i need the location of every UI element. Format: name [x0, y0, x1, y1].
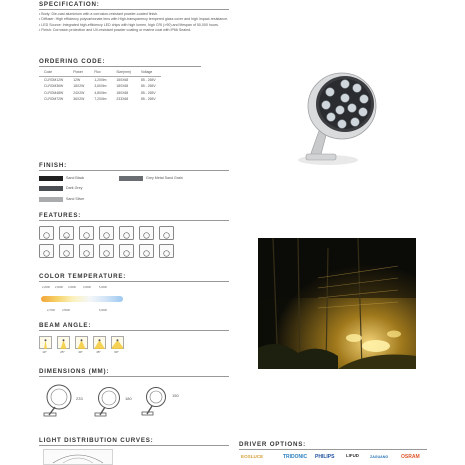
- column-header: Power: [68, 69, 89, 76]
- color-temperature-bar: [41, 296, 123, 302]
- table-cell: 24X2W: [73, 90, 85, 95]
- installation-photo: [258, 238, 416, 369]
- table-cell: 7,200lm: [94, 97, 107, 102]
- led-icon: [99, 226, 114, 240]
- color-temperature-heading: COLOR TEMPERATURE:: [39, 273, 229, 280]
- table-cell: 18X2W: [73, 84, 85, 89]
- driver-brand-eosluce: EOSLUCE: [241, 454, 264, 459]
- light-distribution-curve: [43, 449, 113, 465]
- table-cell: CLROM12W: [44, 78, 64, 83]
- spec-line: • LED Source: Integrated high-efficiency LED chips with high lumen, high CRI (>90) and lifespan of 50,000 hours.: [39, 22, 219, 27]
- cct-tick: 4,000K: [83, 286, 92, 289]
- table-cell: 85 - 265V: [140, 97, 156, 102]
- temperature-icon: [99, 244, 114, 258]
- beam-angle-icon: [39, 336, 52, 349]
- finish-swatch-grey-metal: [119, 176, 143, 181]
- spec-line: • Finish: Corrosion protection and UV-resistant powder coating or marine coat with IP66 Sealed.: [39, 28, 192, 33]
- table-cell: 12W: [73, 78, 81, 83]
- beam-angle-icon: [75, 336, 88, 349]
- finish-swatch-sand-black: [39, 176, 63, 181]
- column-header: Flux: [89, 69, 111, 76]
- feature-icon-grid: [39, 226, 189, 266]
- table-cell: 3,600lm: [94, 84, 107, 89]
- table-cell: 85 - 265V: [140, 78, 156, 83]
- beam-angle-label: 30°: [78, 350, 83, 354]
- finish-swatch-sand-silver: [39, 197, 63, 202]
- table-cell: CLROM72W: [44, 97, 64, 102]
- driver-brand-osram: OSRAM: [401, 454, 420, 460]
- table-header-row: [39, 69, 161, 76]
- cct-tick: 6,000K: [99, 309, 108, 312]
- driver-brand-lifud: LIFUD: [346, 453, 359, 458]
- finish-swatch-dark-grey: [39, 186, 63, 191]
- protection-icon: [159, 244, 174, 258]
- table-cell: CLROM36W: [44, 84, 64, 89]
- cct-tick: 2,600K: [55, 286, 64, 289]
- dimension-label: 180: [125, 396, 132, 401]
- dimension-label: 150: [172, 393, 179, 398]
- finish-label: Sand Black: [66, 176, 85, 180]
- column-header: Size(mm): [111, 69, 136, 76]
- driver-brand-zaguang: ZAGUANG: [370, 455, 389, 459]
- finish-heading: FINISH:: [39, 162, 229, 169]
- spec-line: • Diffuser: High efficiency polycarbonate lens with High-transparency tempered glass cover and high impact-resistance.: [39, 17, 229, 22]
- table-cell: 180X68: [116, 84, 129, 89]
- table-cell: CLROM48W: [44, 90, 64, 95]
- dimension-drawing-medium: [93, 385, 123, 418]
- table-cell: 4,800lm: [94, 90, 107, 95]
- cct-tick: 3,000K: [68, 286, 77, 289]
- column-header: Code: [39, 69, 68, 76]
- cct-tick: 3,500K: [62, 309, 71, 312]
- finish-label: Sand Silver: [66, 197, 85, 201]
- ordering-heading: ORDERING CODE:: [39, 58, 201, 65]
- table-cell: 233X68: [116, 97, 129, 102]
- table-row: [39, 89, 161, 95]
- table-row: [39, 83, 161, 89]
- beam-angle-label: 25°: [60, 350, 65, 354]
- beam-angle-label: 10°: [42, 350, 47, 354]
- dimension-label: 233: [76, 396, 83, 401]
- light-distribution-heading: LIGHT DISTRIBUTION CURVES:: [39, 437, 229, 444]
- beam-angle-icon: [93, 336, 106, 349]
- finish-label: Dark Grey: [66, 186, 83, 190]
- table-cell: 180X68: [116, 90, 129, 95]
- beam-angle-icon: [57, 336, 70, 349]
- warranty-icon: [59, 244, 74, 258]
- lumen-icon: [39, 244, 54, 258]
- spec-line: • Body: Die-cast aluminium with a corrosion-resistant powder-coated finish.: [39, 12, 159, 16]
- table-cell: 150X68: [116, 78, 129, 83]
- cct-tick: 2,200K: [42, 286, 51, 289]
- product-image: [290, 68, 380, 168]
- chip-icon: [139, 226, 154, 240]
- dimensions-heading: DIMENSIONS (MM):: [39, 368, 229, 375]
- column-header: Voltage: [136, 69, 161, 76]
- beam-angle-row: [39, 336, 159, 364]
- specification-heading: SPECIFICATION:: [39, 1, 229, 8]
- beam-angle-label: 45°: [96, 350, 101, 354]
- dimmable-icon: [139, 244, 154, 258]
- feature-caption: IP 66: [64, 236, 69, 239]
- features-heading: FEATURES:: [39, 212, 229, 219]
- table-row: [39, 76, 161, 83]
- table-row: [39, 96, 161, 102]
- driver-options-heading: DRIVER OPTIONS:: [239, 441, 427, 448]
- specification-list: [39, 12, 228, 34]
- driver-brand-tridonic: TRIDONIC: [283, 454, 308, 460]
- ip66-icon: [59, 226, 74, 240]
- eye-icon: [119, 226, 134, 240]
- table-cell: 85 - 265V: [140, 84, 156, 89]
- beam-angle-icon: [111, 336, 124, 349]
- dimension-drawing-large: [41, 382, 75, 418]
- cct-tick: 5,000K: [99, 286, 108, 289]
- beam-angle-heading: BEAM ANGLE:: [39, 322, 229, 329]
- ordering-table: [39, 69, 161, 102]
- finish-label: Grey Metal Sand Grain: [146, 176, 183, 180]
- dimension-drawing-small: [140, 385, 170, 418]
- shield-icon: [39, 226, 54, 240]
- driver-brand-philips: PHILIPS: [315, 454, 335, 460]
- battery-icon: [159, 226, 174, 240]
- cri-icon: [79, 244, 94, 258]
- lifespan-icon: [119, 244, 134, 258]
- table-cell: 85 - 265V: [140, 90, 156, 95]
- beam-angle-label: 60°: [114, 350, 119, 354]
- table-cell: 36X2W: [73, 97, 85, 102]
- cct-tick: 2,700K: [47, 309, 56, 312]
- table-cell: 1,200lm: [94, 78, 107, 83]
- aluminium-icon: [79, 226, 94, 240]
